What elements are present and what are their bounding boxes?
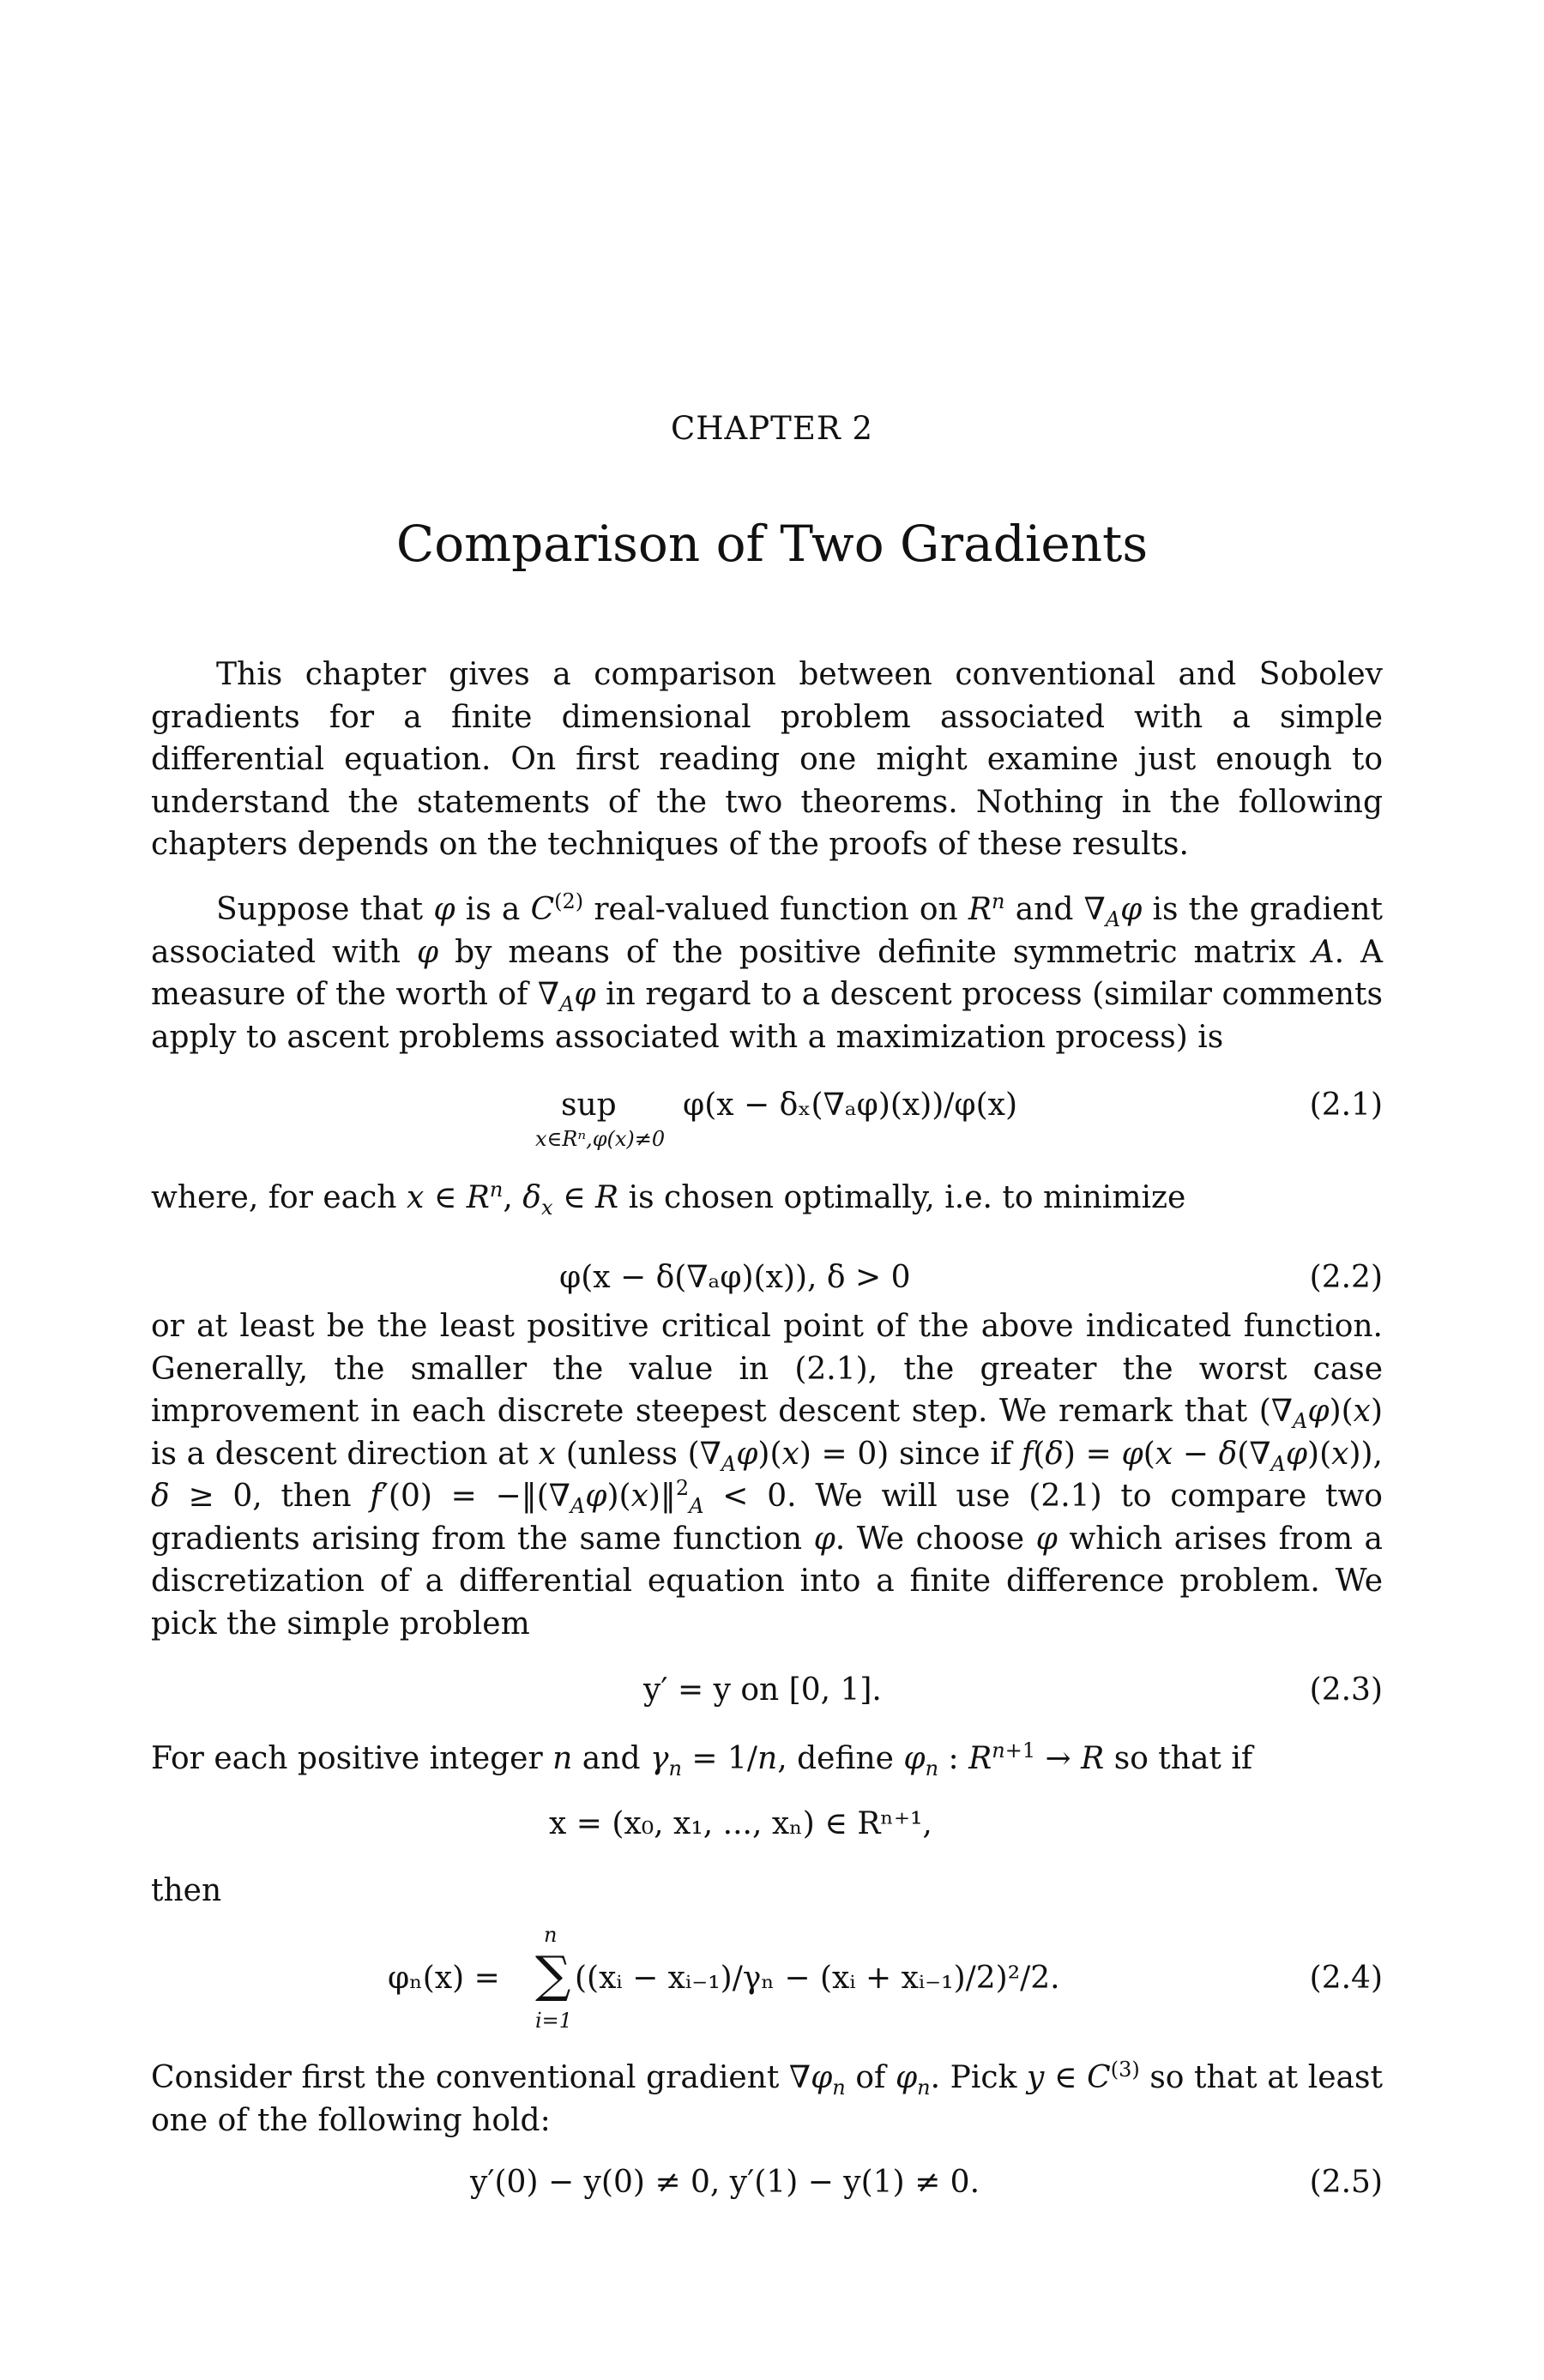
chapter-title: Comparison of Two Gradients (395, 515, 1149, 573)
equation-2-4 (151, 1923, 1383, 2043)
paragraph-conventional: Consider first the conventional gradient $\nabla\varphi_n$ of $\varphi_n$. Pick y ∈ $C^{(3)}$ so that at least one of the following hold: (151, 2058, 1383, 2138)
equation-number: (2.1) (1309, 1088, 1383, 1123)
equation-2-1 (151, 1088, 1383, 1151)
sum-sign: ∑ (535, 1945, 571, 2003)
equation-2-5 (151, 2165, 1383, 2216)
line-for-each: For each positive integer n and $\gamma_n = 1/n$, define $\varphi_n$ : $R^{n+1} \to R$ so that if (151, 1738, 1253, 1781)
equation-rhs: ((xᵢ − xᵢ₋₁)/γₙ − (xᵢ + xᵢ₋₁)/2)²/2. (575, 1961, 1060, 1996)
equation-2-2 (151, 1260, 1383, 1311)
equation-2-3 (151, 1672, 1383, 1724)
equation-x-def (151, 1806, 1383, 1858)
sup-operator: sup (561, 1088, 617, 1123)
chapter-header: CHAPTER 2 (670, 410, 874, 447)
equation-number: (2.4) (1309, 1961, 1383, 1996)
equation-number: (2.2) (1309, 1260, 1383, 1295)
paragraph-descent: or at least be the least positive critical point of the above indicated function. Generally, the smaller the value in (2.1), the greater the worst case improvement in each discrete steepest descent step. We remark that $(\nabla_A\varphi)(x)$ is a descent direction at x (unless $(\nabla_A\varphi)(x) = 0$) since if $f(\delta) = \varphi(x - \delta(\nabla_A\varphi)(x))$, δ ≥ 0, then $f'(0) = -‖(\nabla_A\varphi)(x)‖^2_A < 0$. We will use (2.1) to compare two gradients arising from the same function φ. We choose φ which arises from a discretization of a differential equation into a finite difference problem. We pick the simple problem (151, 1309, 1384, 1642)
equation-number: (2.5) (1309, 2165, 1383, 2200)
word-then: then (151, 1873, 222, 1908)
equation-lhs: φₙ(x) = (388, 1961, 500, 1996)
equation-body: y′ = y on [0, 1]. (643, 1672, 882, 1708)
sum-lower-limit: i=1 (535, 2009, 573, 2033)
paragraph-suppose: Suppose that φ is a $C^{(2)}$ real-valued function on $R^n$ and $\nabla_A\varphi$ is the gradient associated with φ by means of the positive definite symmetric matrix A. A measure of the worth of $\nabla_A\varphi$ in regard to a descent process (similar comments apply to ascent problems associated with a maximization process) is (151, 889, 1383, 1055)
equation-body: y′(0) − y(0) ≠ 0, y′(1) − y(1) ≠ 0. (470, 2165, 980, 2200)
equation-number: (2.3) (1309, 1672, 1383, 1708)
paragraph-intro: This chapter gives a comparison between conventional and Sobolev gradients for a finite dimensional problem associated with a simple differential equation. On first reading one might examine just enough to understand the statements of the two theorems. Nothing in the following chapters depends on the techniques of the proofs of these results. (151, 657, 1383, 862)
sup-subscript: x∈Rⁿ,φ(x)≠0 (535, 1127, 666, 1151)
line-where: where, for each x ∈ $R^n$, $\delta_x$ ∈ R is chosen optimally, i.e. to minimize (151, 1178, 1186, 1220)
equation-body: φ(x − δ(∇ₐφ)(x)), δ > 0 (559, 1260, 911, 1295)
equation-body: φ(x − δₓ(∇ₐφ)(x))/φ(x) (683, 1088, 1018, 1123)
equation-body: x = (x₀, x₁, ..., xₙ) ∈ Rⁿ⁺¹, (549, 1806, 932, 1841)
sum-upper-limit: n (544, 1923, 558, 1947)
